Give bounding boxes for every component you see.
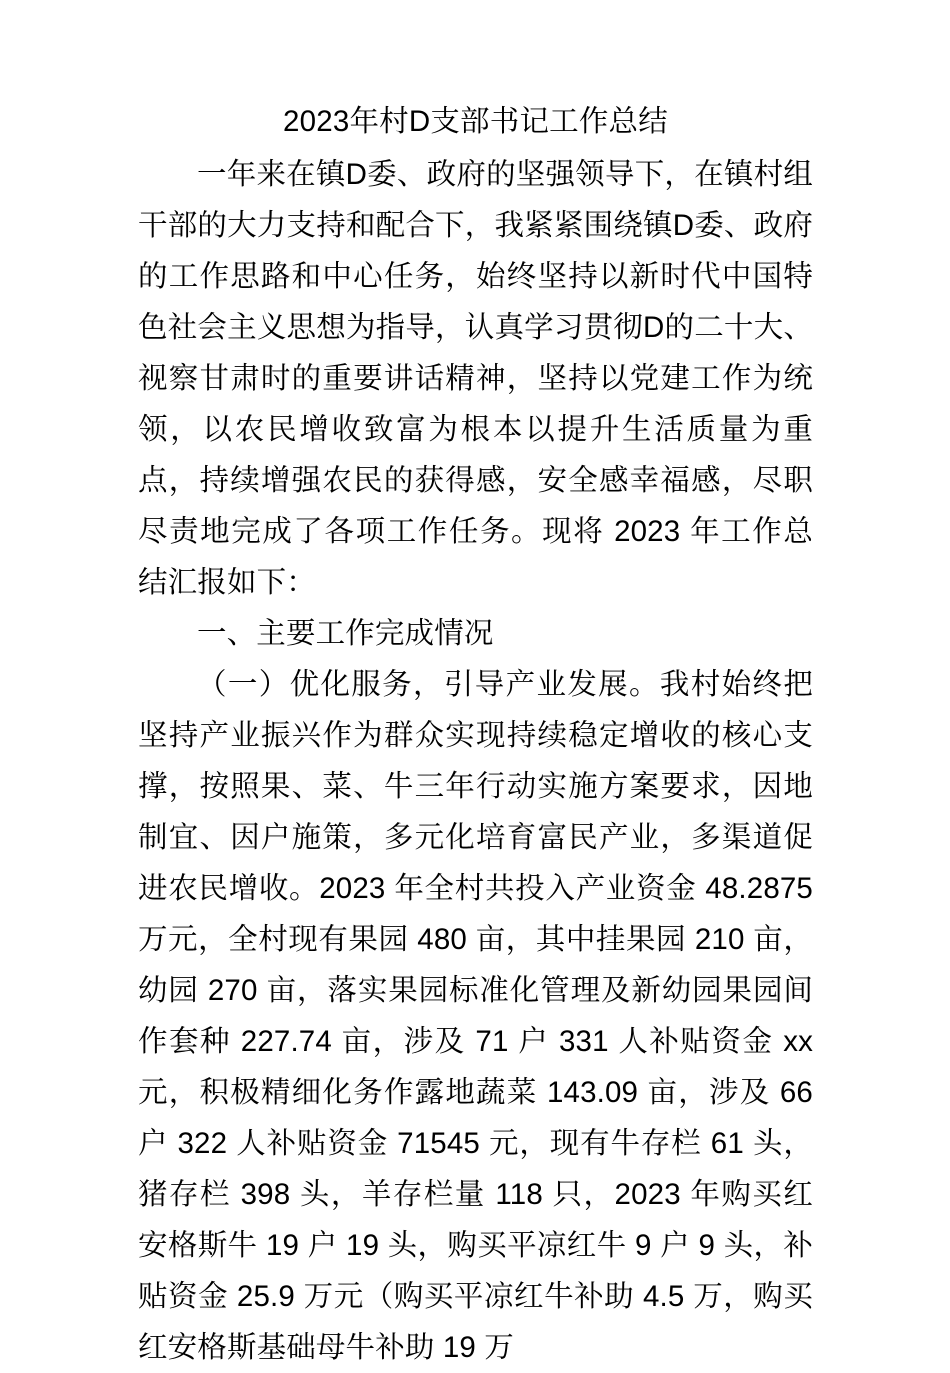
document-title: 2023年村D支部书记工作总结 — [283, 105, 668, 138]
document-body — [138, 96, 813, 1373]
section-heading-one: 一、主要工作完成情况 — [197, 617, 494, 650]
paragraph-opening-summary: 一年来在镇D委、政府的坚强领导下，在镇村组干部的大力支持和配合下，我紧紧围绕镇D委、政府的工作思路和中心任务，始终坚持以新时代中国特色社会主义思想为指导，认真学习贯彻D的二十大、视察甘肃时的重要讲话精神，坚持以党建工作为统领，以农民增收致富为根本以提升生活质量为重点，持续增强农民的获得感，安全感幸福感，尽职尽责地完成了各项工作任务。现将 2023 年工作总结汇报如下： — [138, 158, 813, 599]
paragraph-subsection-one-industry-development: （一）优化服务，引导产业发展。我村始终把坚持产业振兴作为群众实现持续稳定增收的核心支撑，按照果、菜、牛三年行动实施方案要求，因地制宜、因户施策，多元化培育富民产业，多渠道促进农民增收。2023 年全村共投入产业资金 48.2875 万元，全村现有果园 480 亩，其中挂果园 210 亩，幼园 270 亩，落实果园标准化管理及新幼园果园间作套种 227.74 亩，涉及 71 户 331 人补贴资金 xx 元，积极精细化务作露地蔬菜 143.09 亩，涉及 66 户 322 人补贴资金 71545 元，现有牛存栏 61 头，猪存栏 398 头，羊存栏量 118 只，2023 年购买红安格斯牛 19 户 19 头，购买平凉红牛 9 户 9 头，补贴资金 25.9 万元（购买平凉红牛补助 4.5 万，购买红安格斯基础母牛补助 19 万 — [138, 668, 813, 1364]
